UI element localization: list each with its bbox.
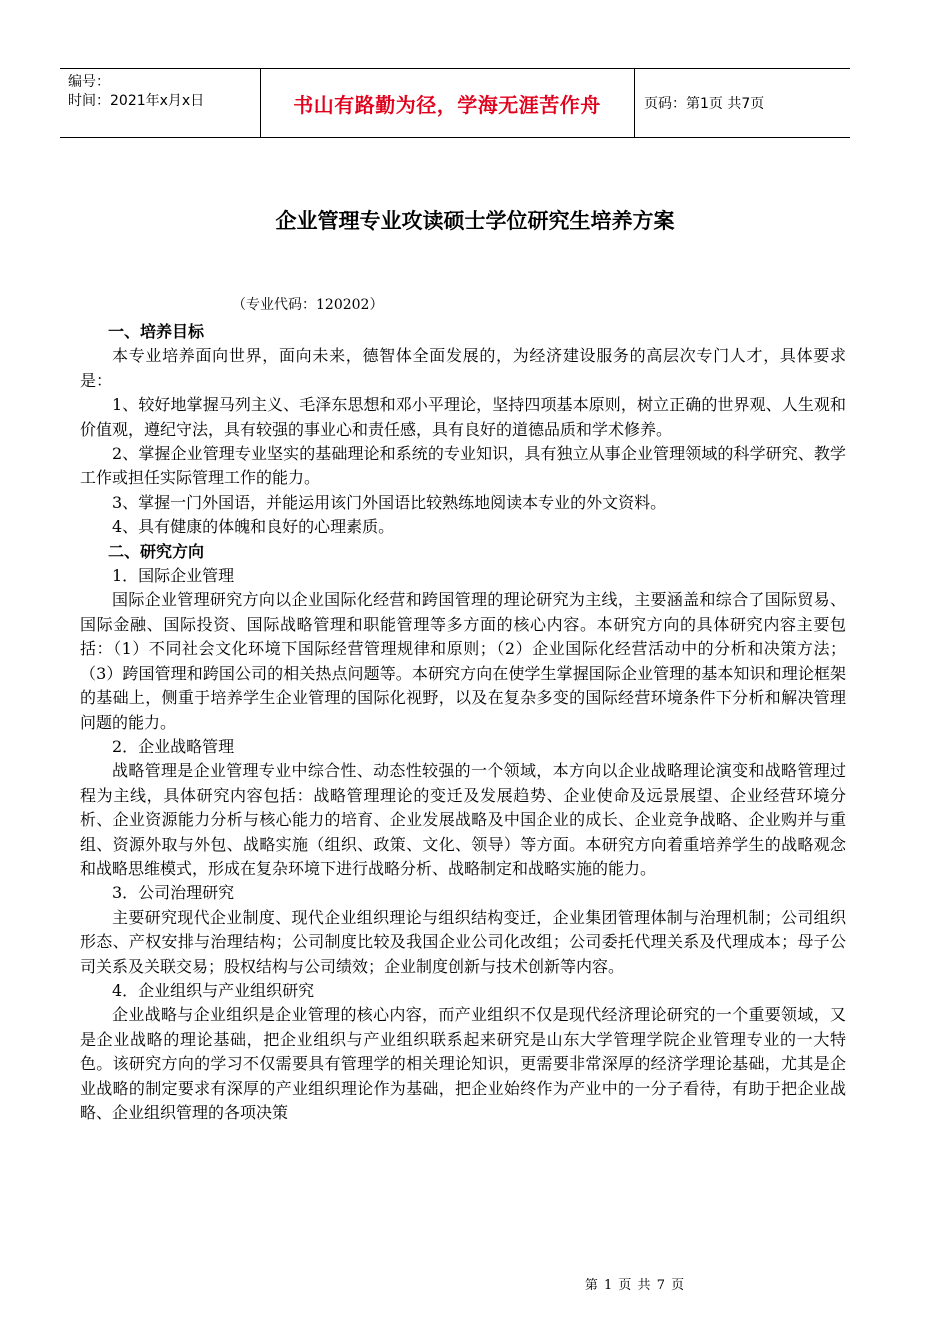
paragraph: 企业战略与企业组织是企业管理的核心内容，而产业组织不仅是现代经济理论研究的一个重要领域，又是企业战略的理论基础，把企业组织与产业组织联系起来研究是山东大学管理学院企业管理专业的一大特色。该研究方向的学习不仅需要具有管理学的相关理论知识，更需要非常深厚的经济学理论基础，尤其是企业战略的制定要求有深厚的产业组织理论作为基础，把企业始终作为产业中的一分子看待，有助于把企业战略、企业组织管理的各项决策 [80, 1005, 846, 1122]
paragraph: 3、掌握一门外国语，并能运用该门外国语比较熟练地阅读本专业的外文资料。 [112, 492, 667, 512]
paragraph: 2、掌握企业管理专业坚实的基础理论和系统的专业知识，具有独立从事企业管理领域的科学研究、教学工作或担任实际管理工作的能力。 [80, 444, 846, 488]
header-page-info: 页码：第1页 共7页 [644, 96, 765, 112]
paragraph: 4、具有健康的体魄和良好的心理素质。 [112, 517, 395, 537]
paragraph: 本专业培养面向世界，面向未来，德智体全面发展的，为经济建设服务的高层次专门人才，具体要求是： [80, 346, 846, 390]
number-label: 编号： [68, 74, 110, 90]
direction-title: 1．国际企业管理 [112, 566, 235, 586]
paragraph: 1、较好地掌握马列主义、毛泽东思想和邓小平理论，坚持四项基本原则，树立正确的世界观、人生观和价值观，遵纪守法，具有较强的事业心和责任感，具有良好的道德品质和学术修养。 [80, 395, 846, 439]
document-title: 企业管理专业攻读硕士学位研究生培养方案 [275, 209, 675, 233]
major-code: （专业代码：120202） [232, 297, 384, 313]
header-motto: 书山有路勤为径，学海无涯苦作舟 [293, 93, 601, 117]
page-footer: 第 1 页 共 7 页 [584, 1278, 686, 1293]
document-body [80, 320, 846, 1125]
direction-title: 2．企业战略管理 [112, 736, 235, 756]
header-meta [68, 73, 258, 111]
paragraph: 主要研究现代企业制度、现代企业组织理论与组织结构变迁，企业集团管理体制与治理机制；公司组织形态、产权安排与治理结构；公司制度比较及我国企业公司化改组；公司委托代理关系及代理成本；母子公司关系及关联交易；股权结构与公司绩效；企业制度创新与技术创新等内容。 [80, 907, 846, 976]
time-label: 时间：2021年x月x日 [68, 93, 205, 109]
section-heading: 二、研究方向 [108, 541, 205, 561]
header-table [60, 68, 850, 138]
direction-title: 4．企业组织与产业组织研究 [112, 980, 315, 1000]
paragraph: 国际企业管理研究方向以企业国际化经营和跨国管理的理论研究为主线，主要涵盖和综合了国际贸易、国际金融、国际投资、国际战略管理和职能管理等多方面的核心内容。本研究方向的具体研究内容主要包括：（1）不同社会文化环境下国际经营管理规律和原则；（2）企业国际化经营活动中的分析和决策方法；（3）跨国管理和跨国公司的相关热点问题等。本研究方向在使学生掌握国际企业管理的基本知识和理论框架的基础上，侧重于培养学生企业管理的国际化视野，以及在复杂多变的国际经营环境条件下分析和解决管理问题的能力。 [80, 590, 846, 732]
paragraph: 战略管理是企业管理专业中综合性、动态性较强的一个领域，本方向以企业战略理论演变和战略管理过程为主线，具体研究内容包括：战略管理理论的变迁及发展趋势、企业使命及远景展望、企业经营环境分析、企业资源能力分析与核心能力的培育、企业发展战略及中国企业的成长、企业竞争战略、企业购并与重组、资源外取与外包、战略实施（组织、政策、文化、领导）等方面。本研究方向着重培养学生的战略观念和战略思维模式，形成在复杂环境下进行战略分析、战略制定和战略实施的能力。 [80, 761, 846, 878]
direction-title: 3．公司治理研究 [112, 883, 235, 903]
header-divider [634, 69, 635, 137]
section-heading: 一、培养目标 [108, 322, 205, 341]
